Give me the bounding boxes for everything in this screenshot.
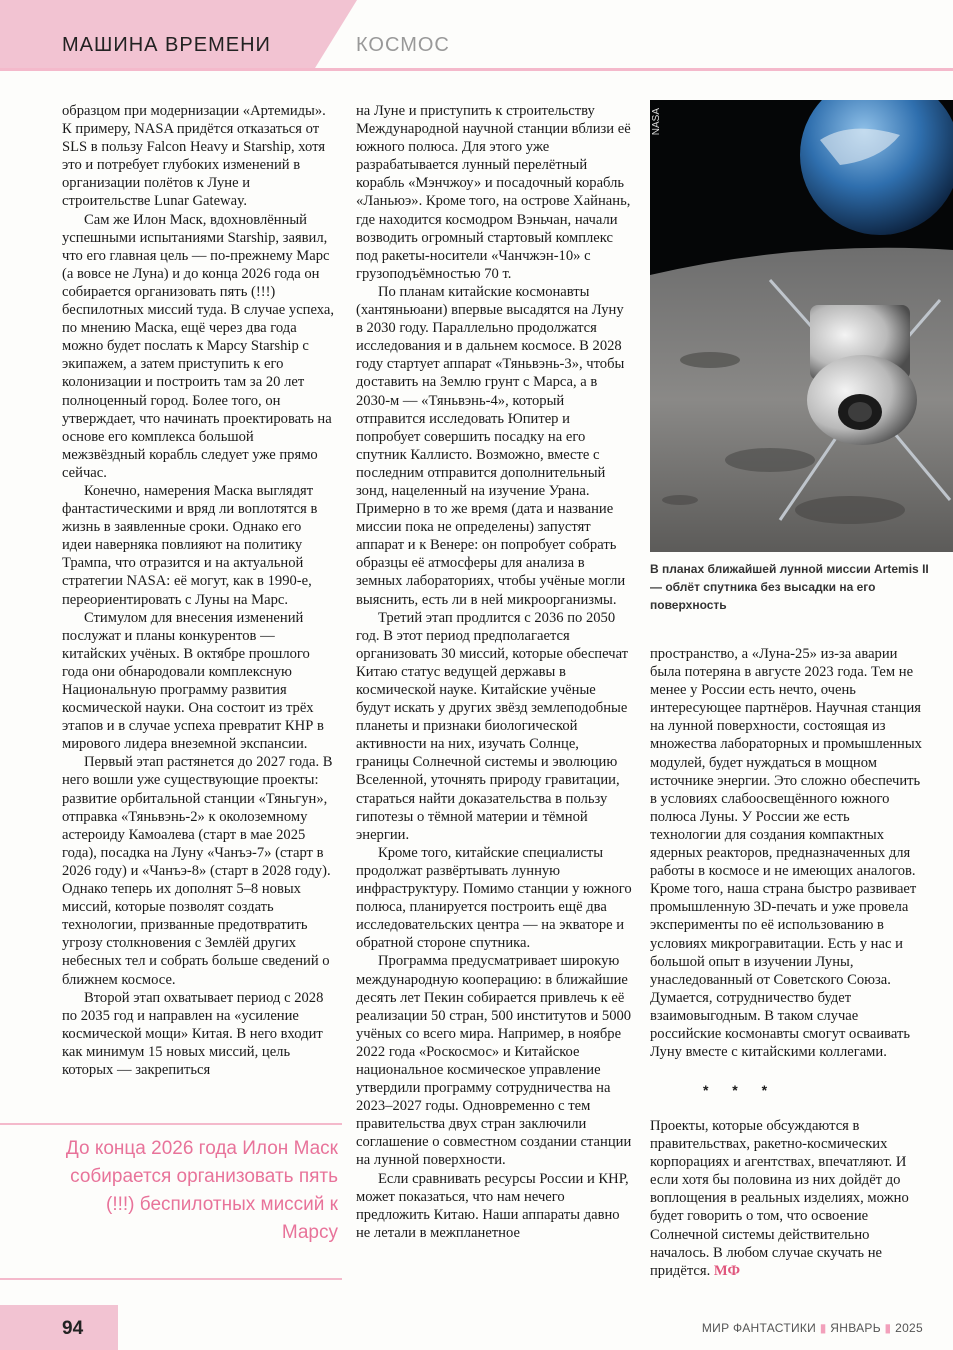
folio-box — [0, 1305, 118, 1350]
closing-text: Проекты, которые обсуждаются в правительствах, ракетно-космических корпорациях и агентствах, впечатляют. И если хотя бы половина из них дойдёт до воплощения в реальных изделиях, можно будет говорить о том, что освоение Солнечной системы действительно началось. В любом случае скучать не придётся. — [650, 1118, 909, 1279]
text-column-1 — [62, 102, 334, 1079]
paragraph: Первый этап растянется до 2027 года. В него вошли уже существующие проекты: развитие орбитальной станции «Тяньгун», отправка «Тяньвэнь-2» к околоземному астероиду Камоалева (старт в мае 2025 года), посадка на Луну «Чанъэ-7» (старт в 2026 году) и «Чанъэ-8» (старт в 2028 году). Однако теперь их дополнят 5–8 новых миссий, которые позволят создать технологии, призванные предотвратить угрозу столкновения с Землёй других небесных тел и собрать больше сведений о ближнем космосе. — [62, 754, 333, 988]
artemis-photo — [650, 100, 953, 552]
photo-caption: В планах ближайшей лунной миссии Artemis II — облёт спутника без высадки на его поверхность — [650, 562, 929, 612]
magazine-name: МИР ФАНТАСТИКИ — [701, 1321, 817, 1335]
section-title: МАШИНА ВРЕМЕНИ — [62, 34, 271, 56]
paragraph: образцом при модернизации «Артемиды». К примеру, NASA придётся отказаться от SLS в пользу Falcon Heavy и Starship, хотя это и потребует глубоких изменений в организации полётов к Луне и строительстве Lunar Gateway. — [62, 103, 326, 210]
orion-over-moon-illustration — [650, 100, 953, 552]
photo-credit: NASA — [651, 108, 662, 136]
footer-divider: ▮ — [819, 1321, 827, 1335]
page-number: 94 — [62, 1318, 84, 1339]
running-footer — [702, 1321, 923, 1335]
text-column-3-top — [650, 645, 922, 1061]
paragraph: Если сравнивать ресурсы России и КНР, может показаться, что нам нечего предложить Китаю. Наши аппараты давно не летали в межпланетное — [356, 1170, 629, 1241]
paragraph: Третий этап продлится с 2036 по 2050 год. В этот период предполагается организовать 30 миссий, которые обеспечат Китаю статус ведущей державы в космической науке. Китайские учёные будут искать у других звёзд землеподобные планеты и признаки биологической активности на них, изучать Солнце, границы Солнечной системы и эволюцию Вселенной, уточнять природу гравитации, стараться найти доказательства в пользу гипотезы о тёмной материи и тёмной энергии. — [356, 609, 629, 843]
header-rule — [0, 68, 953, 71]
paragraph: Кроме того, китайские специалисты продолжат развёртывать лунную инфраструктуру. Помимо станции у южного полюса, планируется построить ещё два исследовательских центра — на экваторе и обратной стороне спутника. — [356, 844, 632, 952]
paragraph: Второй этап охватывает период с 2028 по 2035 год и направлен на «усиление космической мощи» Китая. В него входит как минимум 15 новых миссий, цель которых — закрепиться — [62, 989, 324, 1078]
paragraph: По планам китайские космонавты (хантяньюани) впервые высадятся на Луну в 2030 году. Параллельно продолжатся исследования и в дальнем космосе. В 2028 году стартует аппарат «Тяньвэнь-3», чтобы доставить на Землю грунт с Марса, а в 2030-м — «Тяньвэнь-4», который отправится исследовать Юпитер и попробует совершить посадку на его спутник Каллисто. Возможно, вместе с последним отправится дополнительный зонд, нацеленный на изучение Урана. Примерно в то же время (дата и название миссии пока не определены) запустят аппарат и к Венере: он попробует собрать образцы её атмосферы для анализа в земных лабораториях, чтобы учёные могли выяснить, есть ли в ней микроорганизмы. — [356, 283, 626, 608]
header-band-tip — [315, 0, 357, 68]
footer-divider: ▮ — [884, 1321, 892, 1335]
paragraph: Программа предусматривает широкую международную кооперацию: в ближайшие десять лет Пекин собирается привлечь к её реализации 50 стран, 500 институтов и 5000 учёных со всего мира. Например, в ноябре 2022 года «Роскосмос» и Китайское национальное космическое управление утвердили программу сотрудничества на 2023–2027 годы. Одновременно с тем правительства двух стран заключили соглашение о совместном создании станции на лунной поверхности. — [356, 953, 632, 1169]
issue-year: 2025 — [895, 1321, 923, 1335]
text-column-3-bottom — [650, 1117, 922, 1280]
section-separator: * * * — [702, 1082, 778, 1098]
closing-paragraph — [650, 1117, 922, 1280]
subsection-title: КОСМОС — [356, 34, 450, 56]
paragraph: пространство, а «Луна-25» из-за аварии была потеряна в августе 2023 года. Тем не менее у России есть нечто, очень интересующее партнёров. Научная станция на лунной поверхности, состоящая из множества лабораторных и промышленных модулей, будет нуждаться в мощном источнике энергии. Это сложно обеспечить в условиях слабоосвещённого южного полюса Луны. У России же есть технологии для создания компактных ядерных реакторов, предназначенных для работы в космосе и не имеющих аналогов. Кроме того, наша страна быстро развивает промышленную 3D-печать и уже провела эксперименты по её использованию в условиях микрогравитации. Есть у нас и большой опыт в изучении Луны, унаследованный от Советского Союза. Думается, сотрудничество будет взаимовыгодным. В таком случае российские космонавты смогут осваивать Луну вместе с китайскими коллегами. — [650, 646, 922, 1061]
pull-quote-top-rule — [0, 1123, 342, 1125]
text-column-2 — [356, 102, 632, 1242]
paragraph: Стимулом для внесения изменений послужат и планы конкурентов — китайских учёных. В октябре прошлого года они обнародовали комплексную Национальную программу развития космической науки. Она состоит из трёх этапов и в случае успеха превратит КНР в мирового лидера внеземной экспансии. — [62, 609, 324, 753]
paragraph: Сам же Илон Маск, вдохновлённый успешными испытаниями Starship, заявил, что его главная цель — по-прежнему Марс (а вовсе не Луна) и до конца 2026 года он собирается организовать пять (!!!) беспилотных миссий туда. В случае успеха, по мнению Маска, ещё через два года можно будет послать к Марсу Starship с экипажем, а затем приступить к его колонизации и построить там за 20 лет полноценный город. Более того, он утверждает, что начинать проектировать на основе его комплекса большой межзвёздный корабль следует уже прямо сейчас. — [62, 211, 335, 481]
end-mark-logo: МФ — [713, 1262, 740, 1279]
pull-quote: До конца 2026 года Илон Маск собирается организовать пять (!!!) беспилотных миссий к Марсу — [65, 1138, 338, 1243]
issue-month: ЯНВАРЬ — [830, 1321, 881, 1335]
paragraph: на Луне и приступить к строительству Международной научной станции вблизи её южного полюса. Для этого уже разрабатывается лунный перелётный корабль «Мэнчжоу» и посадочный корабль «Ланьюэ». Кроме того, на острове Хайнань, где находится космодром Вэньчан, начали возводить огромный стартовый комплекс под ракеты-носители «Чанчжэн-10» с грузоподъёмностью 70 т. — [356, 103, 631, 282]
pull-quote-bottom-rule — [0, 1278, 342, 1280]
paragraph: Конечно, намерения Маска выглядят фантастическими и вряд ли воплотятся в жизнь в заявленные сроки. Однако его идеи наверняка повлияют на политику Трампа, что отразится и на актуальной стратегии NASA: её могут, как в 1990-е, переориентировать с Луны на Марс. — [62, 482, 318, 608]
